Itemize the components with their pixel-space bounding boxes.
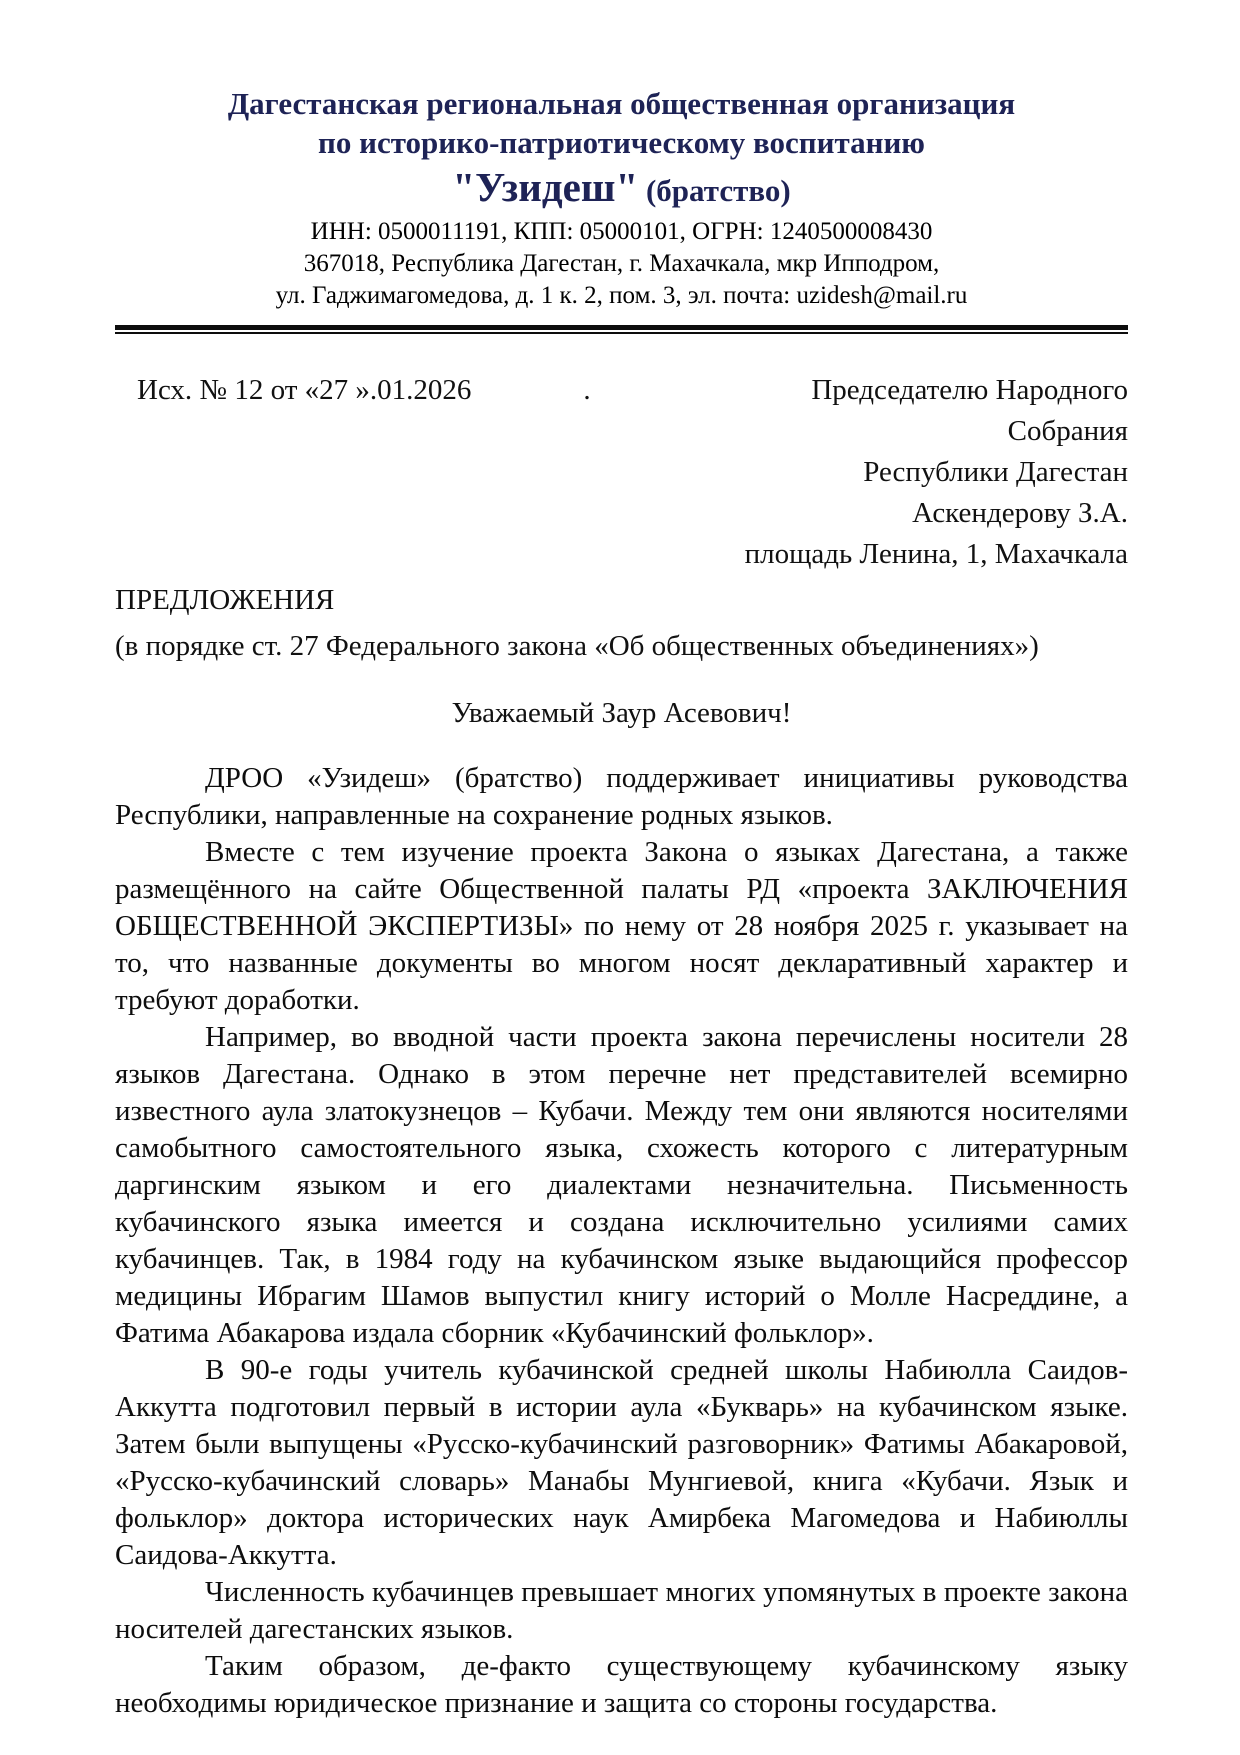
body-paragraph: Численность кубачинцев превышает многих упомянутых в проекте закона носителей дагестанских языков. [115, 1576, 1128, 1645]
recipient-line: Председателю Народного [811, 374, 1128, 406]
recipient-line: Республики Дагестан [863, 456, 1128, 488]
document-subtitle: (в порядке ст. 27 Федерального закона «Об общественных объединениях») [115, 630, 1039, 662]
org-brand-suffix: (братство) [638, 173, 791, 208]
recipient-line: Собрания [1007, 415, 1128, 447]
org-registration-line: ИНН: 0500011191, КПП: 05000101, ОГРН: 1240500008430 [310, 218, 933, 245]
org-name-line2: по историко-патриотическому воспитанию [317, 125, 925, 160]
letter-body [115, 760, 1128, 1722]
org-name-line1: Дагестанская региональная общественная организация [227, 86, 1016, 121]
org-address-line2: ул. Гаджимагомедова, д. 1 к. 2, пом. 3, эл. почта: uzidesh@mail.ru [275, 282, 968, 309]
recipient-line: площадь Ленина, 1, Махачкала [744, 538, 1128, 570]
letterhead [115, 84, 1128, 312]
outgoing-number: Исх. № 12 от «27 ».01.2026 [137, 374, 472, 406]
reference-dot: . [583, 374, 591, 406]
body-paragraph: Таким образом, де-факто существующему кубачинскому языку необходимы юридическое признание и защита со стороны государства. [115, 1650, 1128, 1719]
recipient-line: Аскендерову З.А. [912, 497, 1128, 529]
letterhead-divider [115, 325, 1128, 334]
salutation: Уважаемый Заур Асевович! [451, 697, 792, 729]
org-brand-line [115, 162, 1128, 216]
outgoing-reference [115, 370, 591, 575]
body-paragraph: Вместе с тем изучение проекта Закона о языках Дагестана, а также размещённого на сайте Общественной палаты РД «проекта ЗАКЛЮЧЕНИЯ ОБЩЕСТВЕННОЙ ЭКСПЕРТИЗЫ» по нему от 28 ноября 2025 г. указывает на то, что названные документы во многом носят декларативный характер и требуют доработки. [115, 836, 1128, 1016]
org-brand-name: "Узидеш" [452, 164, 639, 210]
org-address-line1: 367018, Республика Дагестан, г. Махачкала, мкр Ипподром, [303, 250, 940, 277]
reference-recipient-row [115, 370, 1128, 575]
document-title: ПРЕДЛОЖЕНИЯ [115, 584, 335, 616]
body-paragraph: В 90-е годы учитель кубачинской средней школы Набиюлла Саидов-Аккутта подготовил первый в истории аула «Букварь» на кубачинском языке. Затем были выпущены «Русско-кубачинский разговорник» Фатимы Абакаровой, «Русско-кубачинский словарь» Манабы Мунгиевой, книга «Кубачи. Язык и фольклор» доктора исторических наук Амирбека Магомедова и Набиюллы Саидова-Аккутта. [115, 1354, 1128, 1571]
body-paragraph: Например, во вводной части проекта закона перечислены носители 28 языков Дагестана. Однако в этом перечне нет представителей всемирно известного аула златокузнецов – Кубачи. Между тем они являются носителями самобытного самостоятельного языка, схожесть которого с литературным даргинским языком и его диалектами незначительна. Письменность кубачинского языка имеется и создана исключительно усилиями самих кубачинцев. Так, в 1984 году на кубачинском языке выдающийся профессор медицины Ибрагим Шамов выпустил книгу историй о Молле Насреддине, а Фатима Абакарова издала сборник «Кубачинский фольклор». [115, 1021, 1128, 1349]
body-paragraph: ДРОО «Узидеш» (братство) поддерживает инициативы руководства Республики, направленные на сохранение родных языков. [115, 762, 1128, 831]
recipient-block [708, 370, 1128, 575]
